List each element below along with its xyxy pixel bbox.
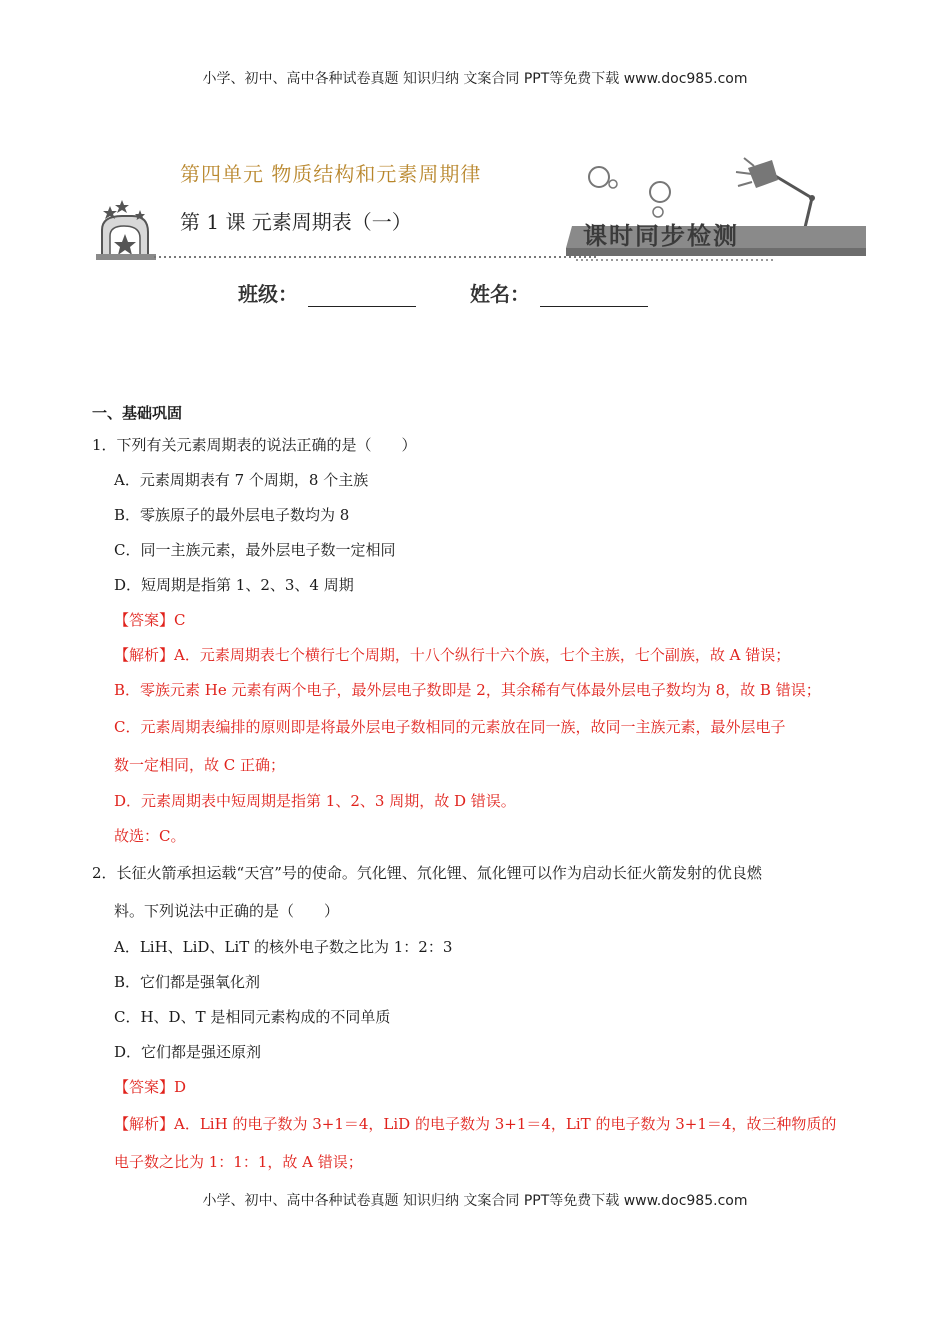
name-label: 姓名： xyxy=(470,282,530,306)
explanation-line: C．元素周期表编排的原则即是将最外层电子数相同的元素放在同一族，故同一主族元素，最外层电子 xyxy=(114,718,786,736)
unit-title: 第四单元 物质结构和元素周期律 xyxy=(180,162,482,186)
desk-lamp-icon xyxy=(736,158,815,236)
class-blank[interactable] xyxy=(308,286,416,307)
explanation-line: 数一定相同，故 C 正确； xyxy=(114,756,286,774)
option-b: B．零族原子的最外层电子数均为 8 xyxy=(114,506,350,524)
star-badge-icon xyxy=(96,200,156,260)
option-d: D．它们都是强还原剂 xyxy=(114,1043,262,1061)
page-header: 小学、初中、高中各种试卷真题 知识归纳 文案合同 PPT等免费下载 www.doc985.com xyxy=(202,71,748,87)
question-stem: 1．下列有关元素周期表的说法正确的是（ ） xyxy=(92,436,417,454)
option-c: C．同一主族元素，最外层电子数一定相同 xyxy=(114,541,396,559)
option-d: D．短周期是指第 1、2、3、4 周期 xyxy=(114,576,354,594)
option-a: A．LiH、LiD、LiT 的核外电子数之比为 1：2：3 xyxy=(114,938,453,956)
explanation-line: B．零族元素 He 元素有两个电子，最外层电子数即是 2，其余稀有气体最外层电子数均为 8，故 B 错误； xyxy=(114,681,821,699)
explanation-line: 电子数之比为 1：1：1，故 A 错误； xyxy=(114,1153,363,1171)
explanation-line: 【解析】A．LiH 的电子数为 3+1＝4，LiD 的电子数为 3+1＝4，LiT 的电子数为 3+1＝4，故三种物质的 xyxy=(114,1115,837,1133)
answer-line: 【答案】D xyxy=(114,1078,187,1096)
name-blank[interactable] xyxy=(540,286,648,307)
page-footer: 小学、初中、高中各种试卷真题 知识归纳 文案合同 PPT等免费下载 www.doc985.com xyxy=(202,1193,748,1209)
section-title: 一、基础巩固 xyxy=(92,404,183,422)
question-stem-continued: 料。下列说法中正确的是（ ） xyxy=(114,902,340,920)
option-a: A．元素周期表有 7 个周期，8 个主族 xyxy=(114,471,369,489)
option-c: C．H、D、T 是相同元素构成的不同单质 xyxy=(114,1008,391,1026)
class-label: 班级： xyxy=(238,282,298,306)
explanation-line: 【解析】A．元素周期表七个横行七个周期，十八个纵行十六个族，七个主族，七个副族，故 A 错误； xyxy=(114,646,791,664)
question-content xyxy=(92,398,882,1181)
name-field xyxy=(470,278,648,307)
explanation-line: D．元素周期表中短周期是指第 1、2、3 周期，故 D 错误。 xyxy=(114,792,516,810)
lesson-title: 第 1 课 元素周期表（一） xyxy=(180,210,412,234)
question-stem: 2．长征火箭承担运载“天宫”号的使命。氕化锂、氘化锂、氚化锂可以作为启动长征火箭发射的优良燃 xyxy=(92,864,762,882)
answer-line: 【答案】C xyxy=(114,611,186,629)
conclusion-line: 故选：C。 xyxy=(114,827,186,845)
badge-label: 课时同步检测 xyxy=(583,221,739,250)
option-b: B．它们都是强氧化剂 xyxy=(114,973,261,991)
class-field xyxy=(238,278,416,307)
